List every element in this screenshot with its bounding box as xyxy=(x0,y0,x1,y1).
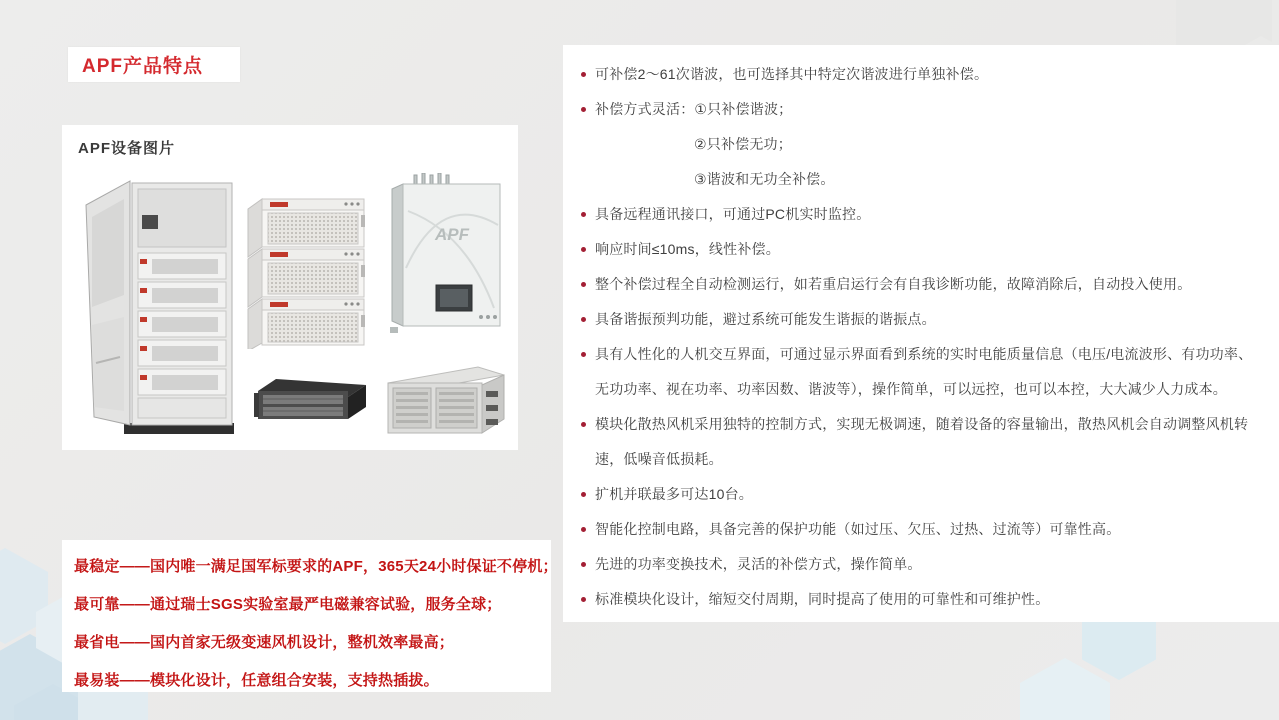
equipment-panel xyxy=(62,125,518,450)
bullet-icon xyxy=(581,407,595,477)
highlights-panel xyxy=(62,540,558,692)
rack-module-image xyxy=(380,361,508,441)
feature-text: 具有人性化的人机交互界面，可通过显示界面看到系统的实时电能质量信息（电压/电流波形、有功功率、无功功率、视在功率、功率因数、谐波等），操作简单，可以远控，也可以本控，大大减少人力成本。 xyxy=(595,346,1253,397)
cabinet-image xyxy=(82,175,237,439)
page-title-box xyxy=(68,47,240,82)
feature-text: 整个补偿过程全自动检测运行，如若重启运行会有自我诊断功能，故障消除后，自动投入使用。 xyxy=(595,276,1192,292)
feature-text: 响应时间≤10ms，线性补偿。 xyxy=(595,241,780,257)
feature-text: 具备远程通讯接口，可通过PC机实时监控。 xyxy=(595,206,871,222)
bullet-icon xyxy=(581,477,595,512)
feature-item xyxy=(573,512,1261,547)
page-title: APF产品特点 xyxy=(82,56,204,77)
feature-item xyxy=(573,582,1261,617)
bullet-icon xyxy=(581,337,595,407)
highlight-line: 最稳定——国内唯一满足国军标要求的APF，365天24小时保证不停机； xyxy=(74,558,558,575)
features-panel xyxy=(563,45,1279,622)
feature-subitem: ③谐波和无功全补偿。 xyxy=(694,171,835,187)
wall-unit-logo: APF xyxy=(435,225,469,244)
module-stack-image xyxy=(246,195,370,349)
highlight-line: 最易装——模块化设计，任意组合安装，支持热插拔。 xyxy=(74,672,439,689)
feature-item xyxy=(573,57,1261,92)
feature-text: 标准模块化设计，缩短交付周期，同时提高了使用的可靠性和可维护性。 xyxy=(595,591,1050,607)
feature-text: 具备谐振预判功能，避过系统可能发生谐振的谐振点。 xyxy=(595,311,936,327)
highlight-line: 最省电——国内首家无级变速风机设计，整机效率最高； xyxy=(74,634,455,651)
feature-text: 模块化散热风机采用独特的控制方式，实现无极调速，随着设备的容量输出，散热风机会自动调整风机转速，低噪音低损耗。 xyxy=(595,416,1249,467)
bullet-icon xyxy=(581,547,595,582)
bullet-icon xyxy=(581,512,595,547)
bullet-icon xyxy=(581,57,595,92)
feature-item xyxy=(573,337,1261,407)
highlight-line: 最可靠——通过瑞士SGS实验室最严电磁兼容试验，服务全球； xyxy=(74,596,502,613)
bullet-icon xyxy=(581,197,595,232)
feature-subitem: ②只补偿无功； xyxy=(694,136,792,152)
feature-item xyxy=(573,92,1261,127)
feature-text: 扩机并联最多可达10台。 xyxy=(595,486,753,502)
bullet-icon xyxy=(581,267,595,302)
feature-text: 补偿方式灵活：①只补偿谐波； xyxy=(595,101,793,117)
wall-unit-image xyxy=(386,173,506,337)
feature-item xyxy=(573,267,1261,302)
feature-item xyxy=(573,547,1261,582)
equipment-panel-label: APF设备图片 xyxy=(78,140,176,157)
highlight-list xyxy=(62,540,558,700)
feature-text: 可补偿2～61次谐波，也可选择其中特定次谐波进行单独补偿。 xyxy=(595,66,989,82)
feature-item xyxy=(573,197,1261,232)
rack-2u-image xyxy=(248,371,368,425)
bullet-icon xyxy=(581,302,595,337)
feature-item xyxy=(573,302,1261,337)
bullet-icon xyxy=(581,232,595,267)
feature-list xyxy=(563,45,1279,617)
feature-item xyxy=(573,407,1261,477)
feature-text: 智能化控制电路，具备完善的保护功能（如过压、欠压、过热、过流等）可靠性高。 xyxy=(595,521,1121,537)
feature-item xyxy=(573,232,1261,267)
feature-text: 先进的功率变换技术，灵活的补偿方式，操作简单。 xyxy=(595,556,922,572)
bullet-icon xyxy=(581,582,595,617)
bullet-icon xyxy=(581,92,595,127)
feature-item xyxy=(573,477,1261,512)
